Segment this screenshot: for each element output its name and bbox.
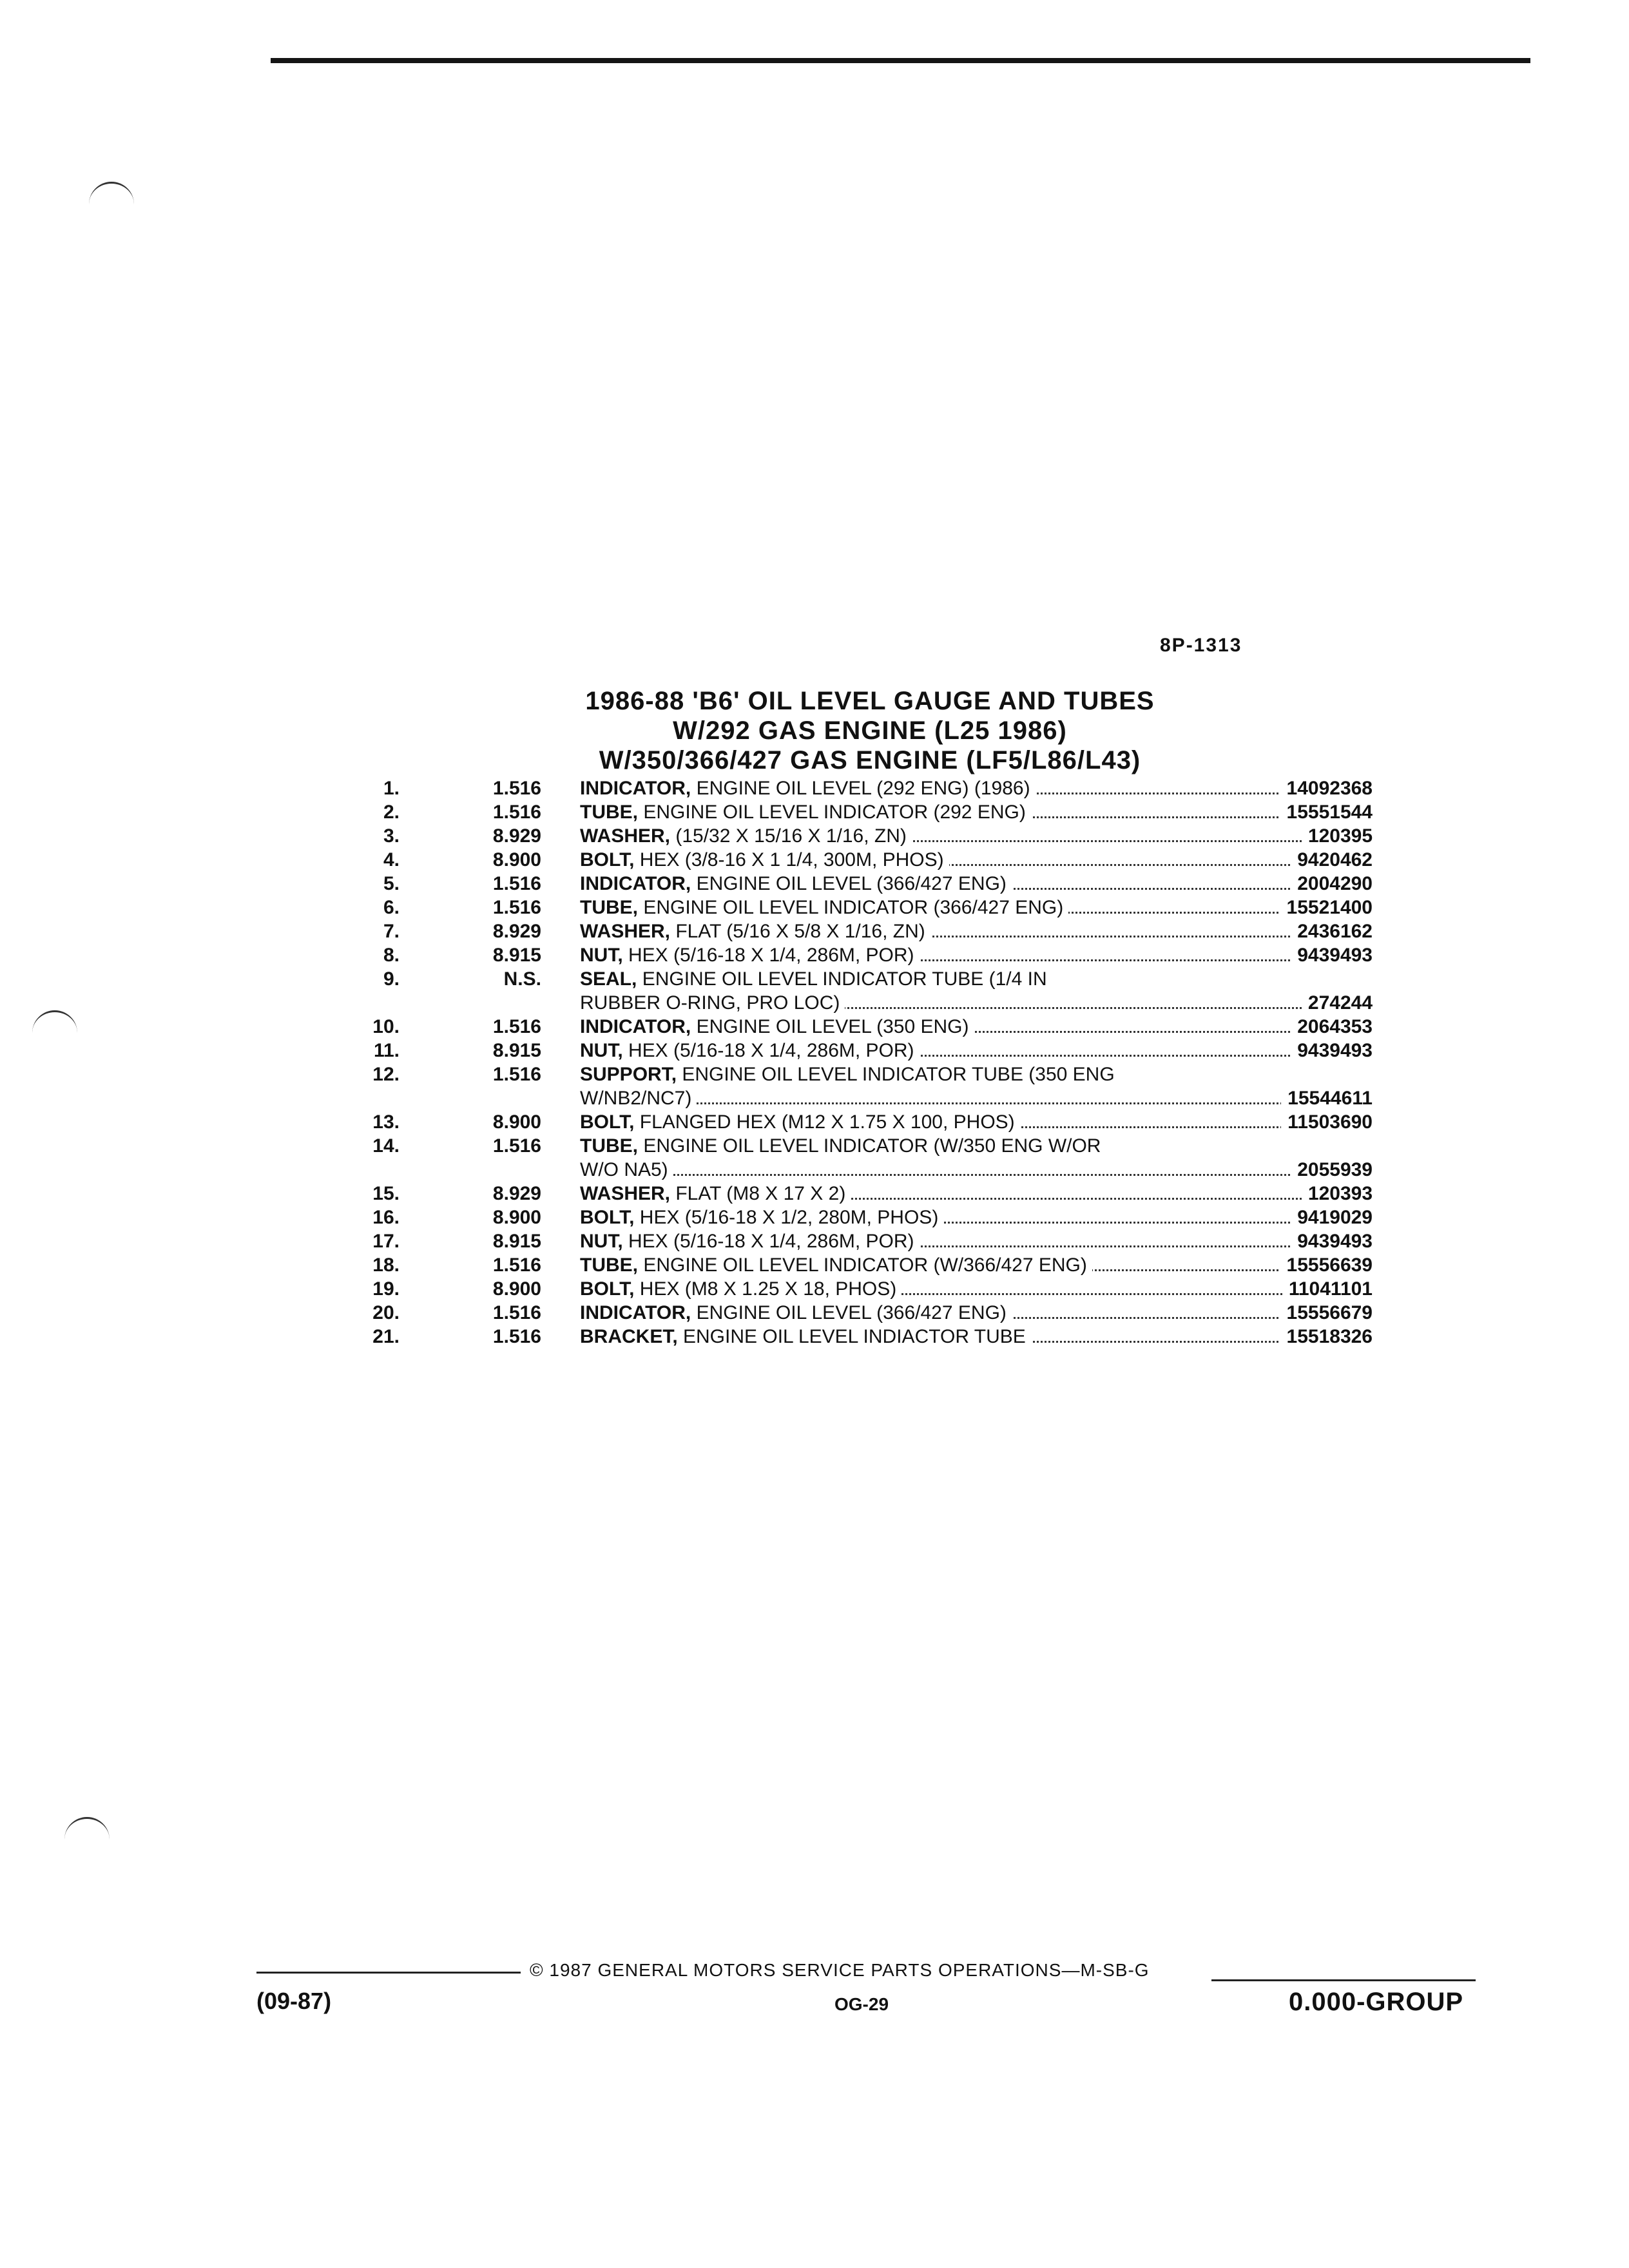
part-row xyxy=(348,1015,1373,1039)
description-detail: HEX (5/16-18 X 1/4, 286M, POR) xyxy=(622,945,914,966)
item-number: 16. xyxy=(372,1207,400,1228)
part-noun: SUPPORT, xyxy=(580,1064,677,1085)
description-detail: FLAT (M8 X 17 X 2) xyxy=(670,1183,846,1204)
part-row xyxy=(348,1277,1373,1301)
group-number: 1.516 xyxy=(492,1064,541,1085)
description-text xyxy=(580,1111,1020,1133)
part-noun: BOLT, xyxy=(580,849,635,870)
item-number: 3. xyxy=(383,825,400,847)
part-row xyxy=(348,1039,1373,1062)
margin-mark xyxy=(64,1817,110,1841)
group-number: 8.929 xyxy=(492,825,541,847)
part-description xyxy=(580,1110,1373,1134)
description-line xyxy=(580,1039,1373,1062)
part-number: 2436162 xyxy=(1291,919,1373,943)
description-line xyxy=(580,824,1373,848)
description-text xyxy=(580,1064,1120,1085)
description-detail: ENGINE OIL LEVEL INDICATOR TUBE (1/4 IN xyxy=(637,968,1047,990)
description-line xyxy=(580,1301,1373,1325)
description-detail: HEX (3/8-16 X 1 1/4, 300M, PHOS) xyxy=(634,849,944,870)
description-line xyxy=(580,1206,1373,1229)
description-text xyxy=(580,945,920,966)
item-number: 20. xyxy=(372,1302,400,1323)
group-number: 1.516 xyxy=(492,1326,541,1347)
description-detail: ENGINE OIL LEVEL INDIACTOR TUBE xyxy=(677,1326,1026,1347)
group-number: 1.516 xyxy=(492,1135,541,1157)
description-line xyxy=(580,1158,1373,1182)
footer-rule xyxy=(1211,1979,1476,1981)
part-number: 2004290 xyxy=(1291,872,1373,896)
description-line xyxy=(580,1110,1373,1134)
group-number: 8.929 xyxy=(492,921,541,942)
description-text xyxy=(580,1207,943,1228)
part-number: 9420462 xyxy=(1291,848,1373,872)
part-row xyxy=(348,848,1373,872)
description-line xyxy=(580,919,1373,943)
description-text xyxy=(580,1278,901,1300)
part-description xyxy=(580,1253,1373,1277)
description-line xyxy=(580,1253,1373,1277)
description-detail: RUBBER O-RING, PRO LOC) xyxy=(580,992,840,1014)
description-detail: ENGINE OIL LEVEL INDICATOR (W/366/427 ENG) xyxy=(638,1254,1087,1276)
title-line: W/350/366/427 GAS ENGINE (LF5/L86/L43) xyxy=(599,746,1141,774)
description-detail: FLANGED HEX (M12 X 1.75 X 100, PHOS) xyxy=(634,1111,1015,1133)
part-description xyxy=(580,1062,1373,1110)
group-number: 8.929 xyxy=(492,1183,541,1204)
description-text xyxy=(580,1183,851,1204)
part-noun: WASHER, xyxy=(580,825,671,847)
item-number: 11. xyxy=(373,1040,400,1061)
part-number: 274244 xyxy=(1302,991,1373,1015)
item-number: 1. xyxy=(383,778,400,799)
part-row xyxy=(348,872,1373,896)
group-number: 8.900 xyxy=(492,1111,541,1133)
group-number: 8.900 xyxy=(492,1278,541,1300)
page-title xyxy=(451,686,1289,775)
title-line: W/292 GAS ENGINE (L25 1986) xyxy=(673,716,1067,745)
part-description xyxy=(580,1206,1373,1229)
part-row xyxy=(348,1229,1373,1253)
part-row xyxy=(348,1206,1373,1229)
description-detail: W/O NA5) xyxy=(580,1159,668,1180)
part-number: 15556639 xyxy=(1280,1253,1373,1277)
part-noun: WASHER, xyxy=(580,921,671,942)
description-text xyxy=(580,992,845,1014)
part-noun: TUBE, xyxy=(580,802,638,823)
part-noun: NUT, xyxy=(580,1231,623,1252)
part-number: 15518326 xyxy=(1280,1325,1373,1349)
item-number: 17. xyxy=(372,1231,400,1252)
description-text xyxy=(580,1302,1012,1323)
part-row xyxy=(348,1062,1373,1110)
part-number: 9439493 xyxy=(1291,943,1373,967)
part-description xyxy=(580,776,1373,800)
group-number: 8.900 xyxy=(492,849,541,870)
part-noun: NUT, xyxy=(580,945,623,966)
description-line xyxy=(580,1229,1373,1253)
description-line xyxy=(580,1325,1373,1349)
item-number: 18. xyxy=(372,1254,400,1276)
group-number: 1.516 xyxy=(492,1016,541,1037)
part-row xyxy=(348,1301,1373,1325)
description-text xyxy=(580,1135,1106,1157)
part-row xyxy=(348,800,1373,824)
description-text xyxy=(580,1088,697,1109)
group-number: 1.516 xyxy=(492,1254,541,1276)
description-detail: HEX (5/16-18 X 1/2, 280M, PHOS) xyxy=(634,1207,939,1228)
description-text xyxy=(580,849,949,870)
description-detail: FLAT (5/16 X 5/8 X 1/16, ZN) xyxy=(670,921,925,942)
description-text xyxy=(580,1326,1031,1347)
part-description xyxy=(580,1039,1373,1062)
description-detail: HEX (M8 X 1.25 X 18, PHOS) xyxy=(634,1278,897,1300)
group-number: 8.915 xyxy=(492,1231,541,1252)
part-noun: INDICATOR, xyxy=(580,873,691,894)
part-description xyxy=(580,1277,1373,1301)
description-text xyxy=(580,1159,673,1180)
group-number: 8.915 xyxy=(492,945,541,966)
group-number: 1.516 xyxy=(492,873,541,894)
description-line xyxy=(580,943,1373,967)
part-row xyxy=(348,1253,1373,1277)
description-text xyxy=(580,1040,920,1061)
part-noun: BOLT, xyxy=(580,1278,635,1300)
description-line xyxy=(580,1062,1373,1086)
description-line xyxy=(580,991,1373,1015)
part-row xyxy=(348,824,1373,848)
margin-mark xyxy=(89,182,134,206)
part-description xyxy=(580,1015,1373,1039)
part-number: 2055939 xyxy=(1291,1158,1373,1182)
description-text xyxy=(580,802,1031,823)
part-row xyxy=(348,776,1373,800)
part-number: 120395 xyxy=(1302,824,1373,848)
description-detail: ENGINE OIL LEVEL (366/427 ENG) xyxy=(691,873,1007,894)
item-number: 7. xyxy=(383,921,400,942)
group-number: 1.516 xyxy=(492,802,541,823)
item-number: 12. xyxy=(372,1064,400,1085)
part-description xyxy=(580,943,1373,967)
item-number: 9. xyxy=(383,968,400,990)
part-description xyxy=(580,919,1373,943)
part-number: 14092368 xyxy=(1280,776,1373,800)
top-rule xyxy=(271,58,1530,63)
description-text xyxy=(580,873,1012,894)
description-line xyxy=(580,1277,1373,1301)
item-number: 6. xyxy=(383,897,400,918)
page-number: OG-29 xyxy=(834,1994,889,2014)
parts-list xyxy=(348,776,1373,1349)
item-number: 8. xyxy=(383,945,400,966)
item-number: 13. xyxy=(372,1111,400,1133)
description-detail: HEX (5/16-18 X 1/4, 286M, POR) xyxy=(622,1040,914,1061)
part-noun: BOLT, xyxy=(580,1207,635,1228)
item-number: 19. xyxy=(372,1278,400,1300)
part-row xyxy=(348,967,1373,1015)
description-line xyxy=(580,800,1373,824)
part-noun: WASHER, xyxy=(580,1183,671,1204)
item-number: 2. xyxy=(383,802,400,823)
description-detail: ENGINE OIL LEVEL (350 ENG) xyxy=(691,1016,969,1037)
part-noun: TUBE, xyxy=(580,1135,638,1157)
part-number: 9439493 xyxy=(1291,1039,1373,1062)
item-number: 5. xyxy=(383,873,400,894)
description-text xyxy=(580,778,1036,799)
part-noun: NUT, xyxy=(580,1040,623,1061)
group-number: N.S. xyxy=(503,968,541,990)
description-line xyxy=(580,776,1373,800)
part-number: 11041101 xyxy=(1282,1277,1373,1301)
description-line xyxy=(580,896,1373,919)
part-row xyxy=(348,896,1373,919)
item-number: 15. xyxy=(372,1183,400,1204)
part-number: 15544611 xyxy=(1281,1086,1373,1110)
description-detail: ENGINE OIL LEVEL INDICATOR (292 ENG) xyxy=(638,802,1026,823)
description-line xyxy=(580,1134,1373,1158)
group-number: 8.915 xyxy=(492,1040,541,1061)
group-number: 1.516 xyxy=(492,897,541,918)
part-number: 15556679 xyxy=(1280,1301,1373,1325)
margin-mark xyxy=(32,1010,77,1034)
part-description xyxy=(580,967,1373,1015)
item-number: 4. xyxy=(383,849,400,870)
description-text xyxy=(580,921,930,942)
part-row xyxy=(348,943,1373,967)
part-row xyxy=(348,919,1373,943)
part-description xyxy=(580,1134,1373,1182)
title-line: 1986-88 'B6' OIL LEVEL GAUGE AND TUBES xyxy=(585,687,1155,715)
description-line xyxy=(580,1015,1373,1039)
part-number: 15521400 xyxy=(1280,896,1373,919)
description-text xyxy=(580,1016,974,1037)
part-noun: BOLT, xyxy=(580,1111,635,1133)
part-description xyxy=(580,1325,1373,1349)
part-description xyxy=(580,824,1373,848)
part-description xyxy=(580,1182,1373,1206)
group-number: 1.516 xyxy=(492,1302,541,1323)
part-noun: SEAL, xyxy=(580,968,637,990)
part-noun: INDICATOR, xyxy=(580,778,691,799)
description-line xyxy=(580,848,1373,872)
part-number: 2064353 xyxy=(1291,1015,1373,1039)
group-number: 1.516 xyxy=(492,778,541,799)
part-noun: TUBE, xyxy=(580,1254,638,1276)
description-text xyxy=(580,1254,1092,1276)
part-row xyxy=(348,1134,1373,1182)
date-code: (09-87) xyxy=(256,1988,332,2014)
part-description xyxy=(580,848,1373,872)
group-number: 8.900 xyxy=(492,1207,541,1228)
part-number: 120393 xyxy=(1302,1182,1373,1206)
part-row xyxy=(348,1110,1373,1134)
description-line xyxy=(580,967,1373,991)
part-description xyxy=(580,1229,1373,1253)
part-row xyxy=(348,1325,1373,1349)
part-number: 15551544 xyxy=(1280,800,1373,824)
copyright-notice: © 1987 GENERAL MOTORS SERVICE PARTS OPERATIONS—M-SB-G xyxy=(530,1960,1150,1980)
part-number: 9439493 xyxy=(1291,1229,1373,1253)
part-number: 11503690 xyxy=(1281,1110,1373,1134)
description-text xyxy=(580,897,1068,918)
description-text xyxy=(580,968,1052,990)
description-line xyxy=(580,872,1373,896)
description-text xyxy=(580,825,912,847)
part-noun: TUBE, xyxy=(580,897,638,918)
description-line xyxy=(580,1182,1373,1206)
description-detail: (15/32 X 15/16 X 1/16, ZN) xyxy=(670,825,907,847)
description-detail: ENGINE OIL LEVEL (366/427 ENG) xyxy=(691,1302,1007,1323)
description-detail: ENGINE OIL LEVEL INDICATOR TUBE (350 ENG xyxy=(677,1064,1115,1085)
item-number: 14. xyxy=(372,1135,400,1157)
description-text xyxy=(580,1231,920,1252)
description-detail: W/NB2/NC7) xyxy=(580,1088,692,1109)
group-label: 0.000-GROUP xyxy=(1289,1988,1464,2016)
part-noun: BRACKET, xyxy=(580,1326,678,1347)
part-number: 9419029 xyxy=(1291,1206,1373,1229)
description-detail: ENGINE OIL LEVEL (292 ENG) (1986) xyxy=(691,778,1030,799)
part-description xyxy=(580,872,1373,896)
part-noun: INDICATOR, xyxy=(580,1302,691,1323)
part-row xyxy=(348,1182,1373,1206)
part-description xyxy=(580,800,1373,824)
part-description xyxy=(580,896,1373,919)
part-description xyxy=(580,1301,1373,1325)
part-noun: INDICATOR, xyxy=(580,1016,691,1037)
footer-rule xyxy=(256,1972,521,1974)
description-line xyxy=(580,1086,1373,1110)
item-number: 21. xyxy=(372,1326,400,1347)
item-number: 10. xyxy=(372,1016,400,1037)
description-detail: ENGINE OIL LEVEL INDICATOR (W/350 ENG W/OR xyxy=(638,1135,1101,1157)
page-code: 8P-1313 xyxy=(1160,635,1242,656)
description-detail: ENGINE OIL LEVEL INDICATOR (366/427 ENG) xyxy=(638,897,1064,918)
description-detail: HEX (5/16-18 X 1/4, 286M, POR) xyxy=(622,1231,914,1252)
